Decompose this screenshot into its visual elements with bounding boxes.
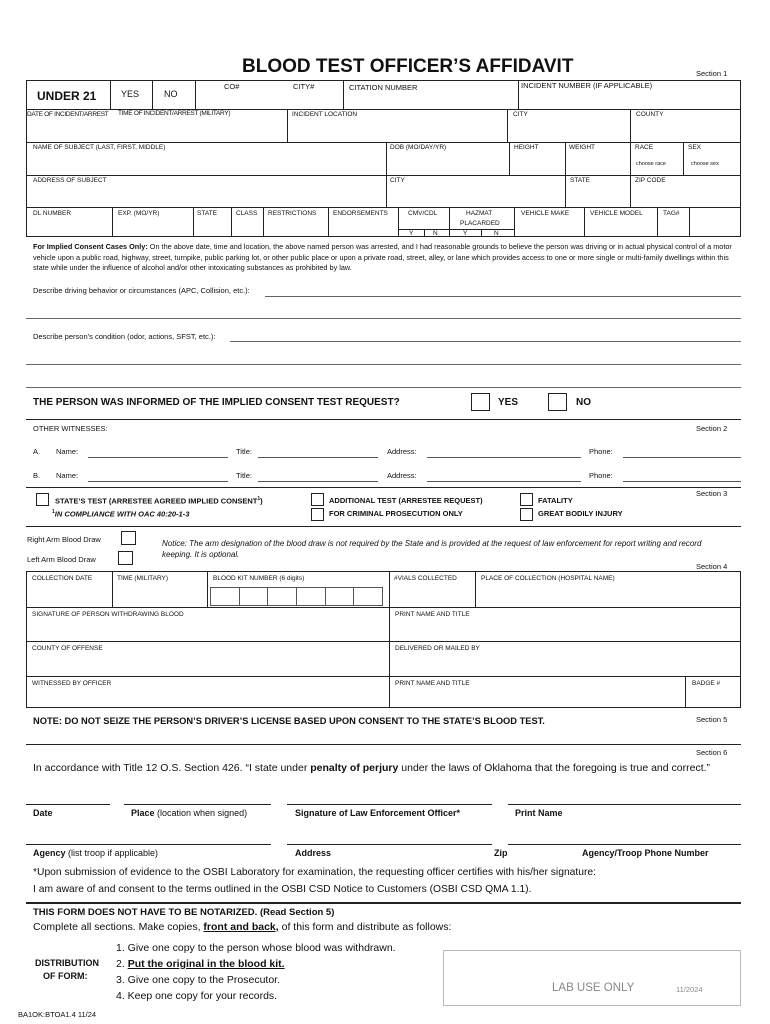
officer-signature-label: Signature of Law Enforcement Officer* xyxy=(295,808,461,818)
driving-behavior-line-1[interactable] xyxy=(265,296,741,297)
notarized-notice: THIS FORM DOES NOT HAVE TO BE NOTARIZED. (Read Section 5) xyxy=(33,907,335,918)
zip-label: Zip xyxy=(494,848,508,858)
subject-weight-field[interactable]: WEIGHT xyxy=(569,144,595,151)
address-line[interactable] xyxy=(287,844,492,845)
incident-date-field[interactable]: DATE OF INCIDENT/ARREST xyxy=(27,111,109,118)
witnessed-by-officer-field[interactable]: WITNESSED BY OFFICER xyxy=(32,680,112,687)
right-arm-label: Right Arm Blood Draw xyxy=(27,535,101,544)
phone-line[interactable] xyxy=(508,844,741,845)
agency-line[interactable] xyxy=(26,844,271,845)
distribution-item-1: 1. Give one copy to the person whose blood was withdrawn. xyxy=(116,942,396,954)
criminal-prosecution-checkbox[interactable] xyxy=(311,508,324,521)
delivered-by-field[interactable]: DELIVERED OR MAILED BY xyxy=(395,645,480,652)
incident-county-field[interactable]: COUNTY xyxy=(636,111,664,118)
additional-test-checkbox[interactable] xyxy=(311,493,324,506)
collection-time-field[interactable]: TIME (MILITARY) xyxy=(117,575,169,582)
criminal-prosecution-label: FOR CRIMINAL PROSECUTION ONLY xyxy=(329,509,463,518)
badge-number-field[interactable]: BADGE # xyxy=(692,680,721,687)
collection-place-field[interactable]: PLACE OF COLLECTION (HOSPITAL NAME) xyxy=(481,575,615,582)
witness-b-name-line[interactable] xyxy=(88,481,228,482)
dl-state-field[interactable]: STATE xyxy=(197,210,217,217)
co-number-field[interactable]: CO# xyxy=(224,82,240,91)
subject-state-field[interactable]: STATE xyxy=(570,177,590,184)
implied-consent-text: On the above date, time and location, the above named person was arrested, and I had reasonable grounds to believe the person was driving or in actual physical control of a motor vehicle upon a public road, highway, street, turnpike, public parking lot, or other public place or upon a private road, street, alley, or lane which provides access to one or more single or multi-family dwellings within this state while under the influence of alcohol and/or other intoxicating substances as prohibited by law. xyxy=(33,242,732,272)
agency-phone-label: Agency/Troop Phone Number xyxy=(582,848,709,858)
kit-number-label: BLOOD KIT NUMBER (6 digits) xyxy=(213,575,305,582)
implied-consent-statement xyxy=(33,242,743,274)
dl-exp-field[interactable]: EXP. (MO/YR) xyxy=(118,210,160,217)
arm-designation-notice: Notice: The arm designation of the blood draw is not required by the State and is provided at the request of law enforcement for report writing and record keeping. It is optional. xyxy=(162,539,702,559)
subject-height-field[interactable]: HEIGHT xyxy=(514,144,539,151)
section-5-label: Section 5 xyxy=(696,715,728,724)
hazmat-yes-option[interactable]: Y xyxy=(463,230,468,237)
section-3-label: Section 3 xyxy=(696,489,728,498)
cmv-yes-option[interactable]: Y xyxy=(409,230,414,237)
under-21-yes-option[interactable]: YES xyxy=(121,89,140,99)
section-4-label: Section 4 xyxy=(696,562,728,571)
distribution-item-3: 3. Give one copy to the Prosecutor. xyxy=(116,974,281,986)
witness-a-address-line[interactable] xyxy=(427,457,581,458)
witness-a-phone-label: Phone: xyxy=(589,447,613,456)
left-arm-checkbox[interactable] xyxy=(118,551,133,565)
informed-no-checkbox[interactable] xyxy=(548,393,567,411)
withdrawing-signature-field[interactable]: SIGNATURE OF PERSON WITHDRAWING BLOOD xyxy=(32,611,184,618)
distribution-instructions: Complete all sections. Make copies, front and back, of this form and distribute as follows: xyxy=(33,921,452,933)
section-1-label: Section 1 xyxy=(696,69,728,78)
lab-use-label: LAB USE ONLY xyxy=(552,982,635,994)
states-test-checkbox[interactable] xyxy=(36,493,49,506)
incident-number-field[interactable]: INCIDENT NUMBER (IF APPLICABLE) xyxy=(521,81,653,90)
lab-use-box xyxy=(443,950,741,1006)
informed-yes-label: YES xyxy=(498,397,519,408)
witness-b-phone-label: Phone: xyxy=(589,471,613,480)
condition-label: Describe person’s condition (odor, actions, SFST, etc.): xyxy=(33,332,216,341)
tag-number-field[interactable]: TAG# xyxy=(663,210,680,217)
cmv-no-option[interactable]: N xyxy=(433,230,438,237)
informed-question: THE PERSON WAS INFORMED OF THE IMPLIED CONSENT TEST REQUEST? xyxy=(33,397,400,408)
distribution-item-2: 2. Put the original in the blood kit. xyxy=(116,958,285,970)
dl-number-field[interactable]: DL NUMBER xyxy=(33,210,72,217)
distribution-label-1: DISTRIBUTION xyxy=(35,958,99,968)
hazmat-label: HAZMAT xyxy=(466,210,493,217)
implied-consent-lead: For Implied Consent Cases Only: xyxy=(33,242,148,251)
driving-behavior-label: Describe driving behavior or circumstances (APC, Collision, etc.): xyxy=(33,286,250,295)
condition-line-1[interactable] xyxy=(230,341,741,342)
subject-name-field[interactable]: NAME OF SUBJECT (LAST, FIRST, MIDDLE) xyxy=(33,144,166,151)
subject-city-field[interactable]: CITY xyxy=(390,177,405,184)
section-6-label: Section 6 xyxy=(696,748,728,757)
fatality-label: FATALITY xyxy=(538,496,573,505)
divider xyxy=(26,419,741,420)
bodily-injury-label: GREAT BODILY INJURY xyxy=(538,509,623,518)
officer-signature-line[interactable] xyxy=(287,804,492,805)
witness-a-title-label: Title: xyxy=(236,447,252,456)
withdrawing-print-name-field[interactable]: PRINT NAME AND TITLE xyxy=(395,611,470,618)
perjury-statement: In accordance with Title 12 O.S. Section 426. “I state under penalty of perjury under the laws of Oklahoma that the foregoing is true and correct.” xyxy=(33,762,711,774)
subject-zip-field[interactable]: ZIP CODE xyxy=(635,177,666,184)
witness-b-address-label: Address: xyxy=(387,471,417,480)
witness-b-phone-line[interactable] xyxy=(623,481,741,482)
officer-print-name-field[interactable]: PRINT NAME AND TITLE xyxy=(395,680,470,687)
print-name-line[interactable] xyxy=(508,804,741,805)
incident-time-field[interactable]: TIME OF INCIDENT/ARREST (MILITARY) xyxy=(118,110,231,117)
address-label: Address xyxy=(295,848,332,858)
osbi-certification-line-2: I am aware of and consent to the terms outlined in the OSBI CSD Notice to Customers (OSBI CSD QMA 1.1). xyxy=(33,884,532,895)
informed-yes-checkbox[interactable] xyxy=(471,393,490,411)
form-id: BA1OK:BTOA1.4 11/24 xyxy=(18,1010,97,1019)
incident-city-field[interactable]: CITY xyxy=(513,111,528,118)
subject-sex-label: SEX xyxy=(688,144,702,151)
witness-b-name-label: Name: xyxy=(56,471,79,480)
subject-dob-field[interactable]: DOB (MO/DAY/YR) xyxy=(390,144,447,151)
witness-b-title-label: Title: xyxy=(236,471,252,480)
cmv-cdl-label: CMV/CDL xyxy=(408,210,438,217)
print-name-label: Print Name xyxy=(515,808,563,818)
kit-number-boxes[interactable] xyxy=(210,587,383,606)
date-label: Date xyxy=(33,808,53,818)
witness-a-title-line[interactable] xyxy=(258,457,378,458)
agency-label: Agency (list troop if applicable) xyxy=(33,848,159,858)
informed-no-label: NO xyxy=(576,397,591,408)
sex-select[interactable]: choose sex xyxy=(691,161,719,167)
vehicle-make-field[interactable]: VEHICLE MAKE xyxy=(521,210,570,217)
witness-a-address-label: Address: xyxy=(387,447,417,456)
bodily-injury-checkbox[interactable] xyxy=(520,508,533,521)
dl-class-field[interactable]: CLASS xyxy=(236,210,258,217)
fatality-checkbox[interactable] xyxy=(520,493,533,506)
subject-address-field[interactable]: ADDRESS OF SUBJECT xyxy=(33,177,107,184)
driving-behavior-line-2[interactable] xyxy=(26,318,741,319)
right-arm-checkbox[interactable] xyxy=(121,531,136,545)
under-21-no-option[interactable]: NO xyxy=(164,89,178,99)
compliance-label: $^1$IN COMPLIANCE WITH OAC 40:20-1-3 xyxy=(52,509,190,519)
distribution-label-2: OF FORM: xyxy=(43,971,88,981)
witness-b-marker: B. xyxy=(33,471,41,480)
vials-collected-field[interactable]: #VIALS COLLECTED xyxy=(394,575,457,582)
lab-date-label: 11/2024 xyxy=(676,985,703,994)
collection-grid xyxy=(26,571,741,708)
license-note: NOTE: DO NOT SEIZE THE PERSON’S DRIVER’S LICENSE BASED UPON CONSENT TO THE STATE’S BLOOD TEST. xyxy=(33,716,545,726)
page-title: BLOOD TEST OFFICER’S AFFIDAVIT xyxy=(242,56,574,77)
collection-date-field[interactable]: COLLECTION DATE xyxy=(32,575,93,582)
city-number-field[interactable]: CITY# xyxy=(293,82,315,91)
distribution-item-4: 4. Keep one copy for your records. xyxy=(116,990,278,1002)
under-21-label: UNDER 21 xyxy=(37,89,97,103)
witness-a-marker: A. xyxy=(33,447,41,456)
county-of-offense-field[interactable]: COUNTY OF OFFENSE xyxy=(32,645,103,652)
witness-b-title-line[interactable] xyxy=(258,481,378,482)
witness-b-address-line[interactable] xyxy=(427,481,581,482)
witness-a-name-line[interactable] xyxy=(88,457,228,458)
dl-restrictions-field[interactable]: RESTRICTIONS xyxy=(268,210,317,217)
race-select[interactable]: choose race xyxy=(636,161,666,167)
subject-race-label: RACE xyxy=(635,144,654,151)
vehicle-model-field[interactable]: VEHICLE MODEL xyxy=(590,210,643,217)
dl-endorsements-field[interactable]: ENDORSEMENTS xyxy=(333,210,388,217)
witness-a-phone-line[interactable] xyxy=(623,457,741,458)
condition-line-2[interactable] xyxy=(26,364,741,365)
date-signature-line[interactable] xyxy=(26,804,110,805)
place-signature-line[interactable] xyxy=(124,804,271,805)
placarded-label: PLACARDED xyxy=(460,220,500,227)
place-label: Place (location when signed) xyxy=(131,808,248,818)
hazmat-no-option[interactable]: N xyxy=(494,230,499,237)
additional-test-label: ADDITIONAL TEST (ARRESTEE REQUEST) xyxy=(329,496,483,505)
left-arm-label: Left Arm Blood Draw xyxy=(27,555,96,564)
incident-location-field[interactable]: INCIDENT LOCATION xyxy=(292,111,358,118)
states-test-label: STATE’S TEST (ARRESTEE AGREED IMPLIED CONSENT$^1$) xyxy=(55,496,263,506)
condition-line-3[interactable] xyxy=(26,387,741,388)
citation-number-field[interactable]: CITATION NUMBER xyxy=(349,83,418,92)
osbi-certification-line-1: *Upon submission of evidence to the OSBI Laboratory for examination, the requesting officer certifies with his/her signature: xyxy=(33,867,597,878)
section-2-label: Section 2 xyxy=(696,424,728,433)
witness-a-name-label: Name: xyxy=(56,447,79,456)
witnesses-heading: OTHER WITNESSES: xyxy=(33,424,108,433)
